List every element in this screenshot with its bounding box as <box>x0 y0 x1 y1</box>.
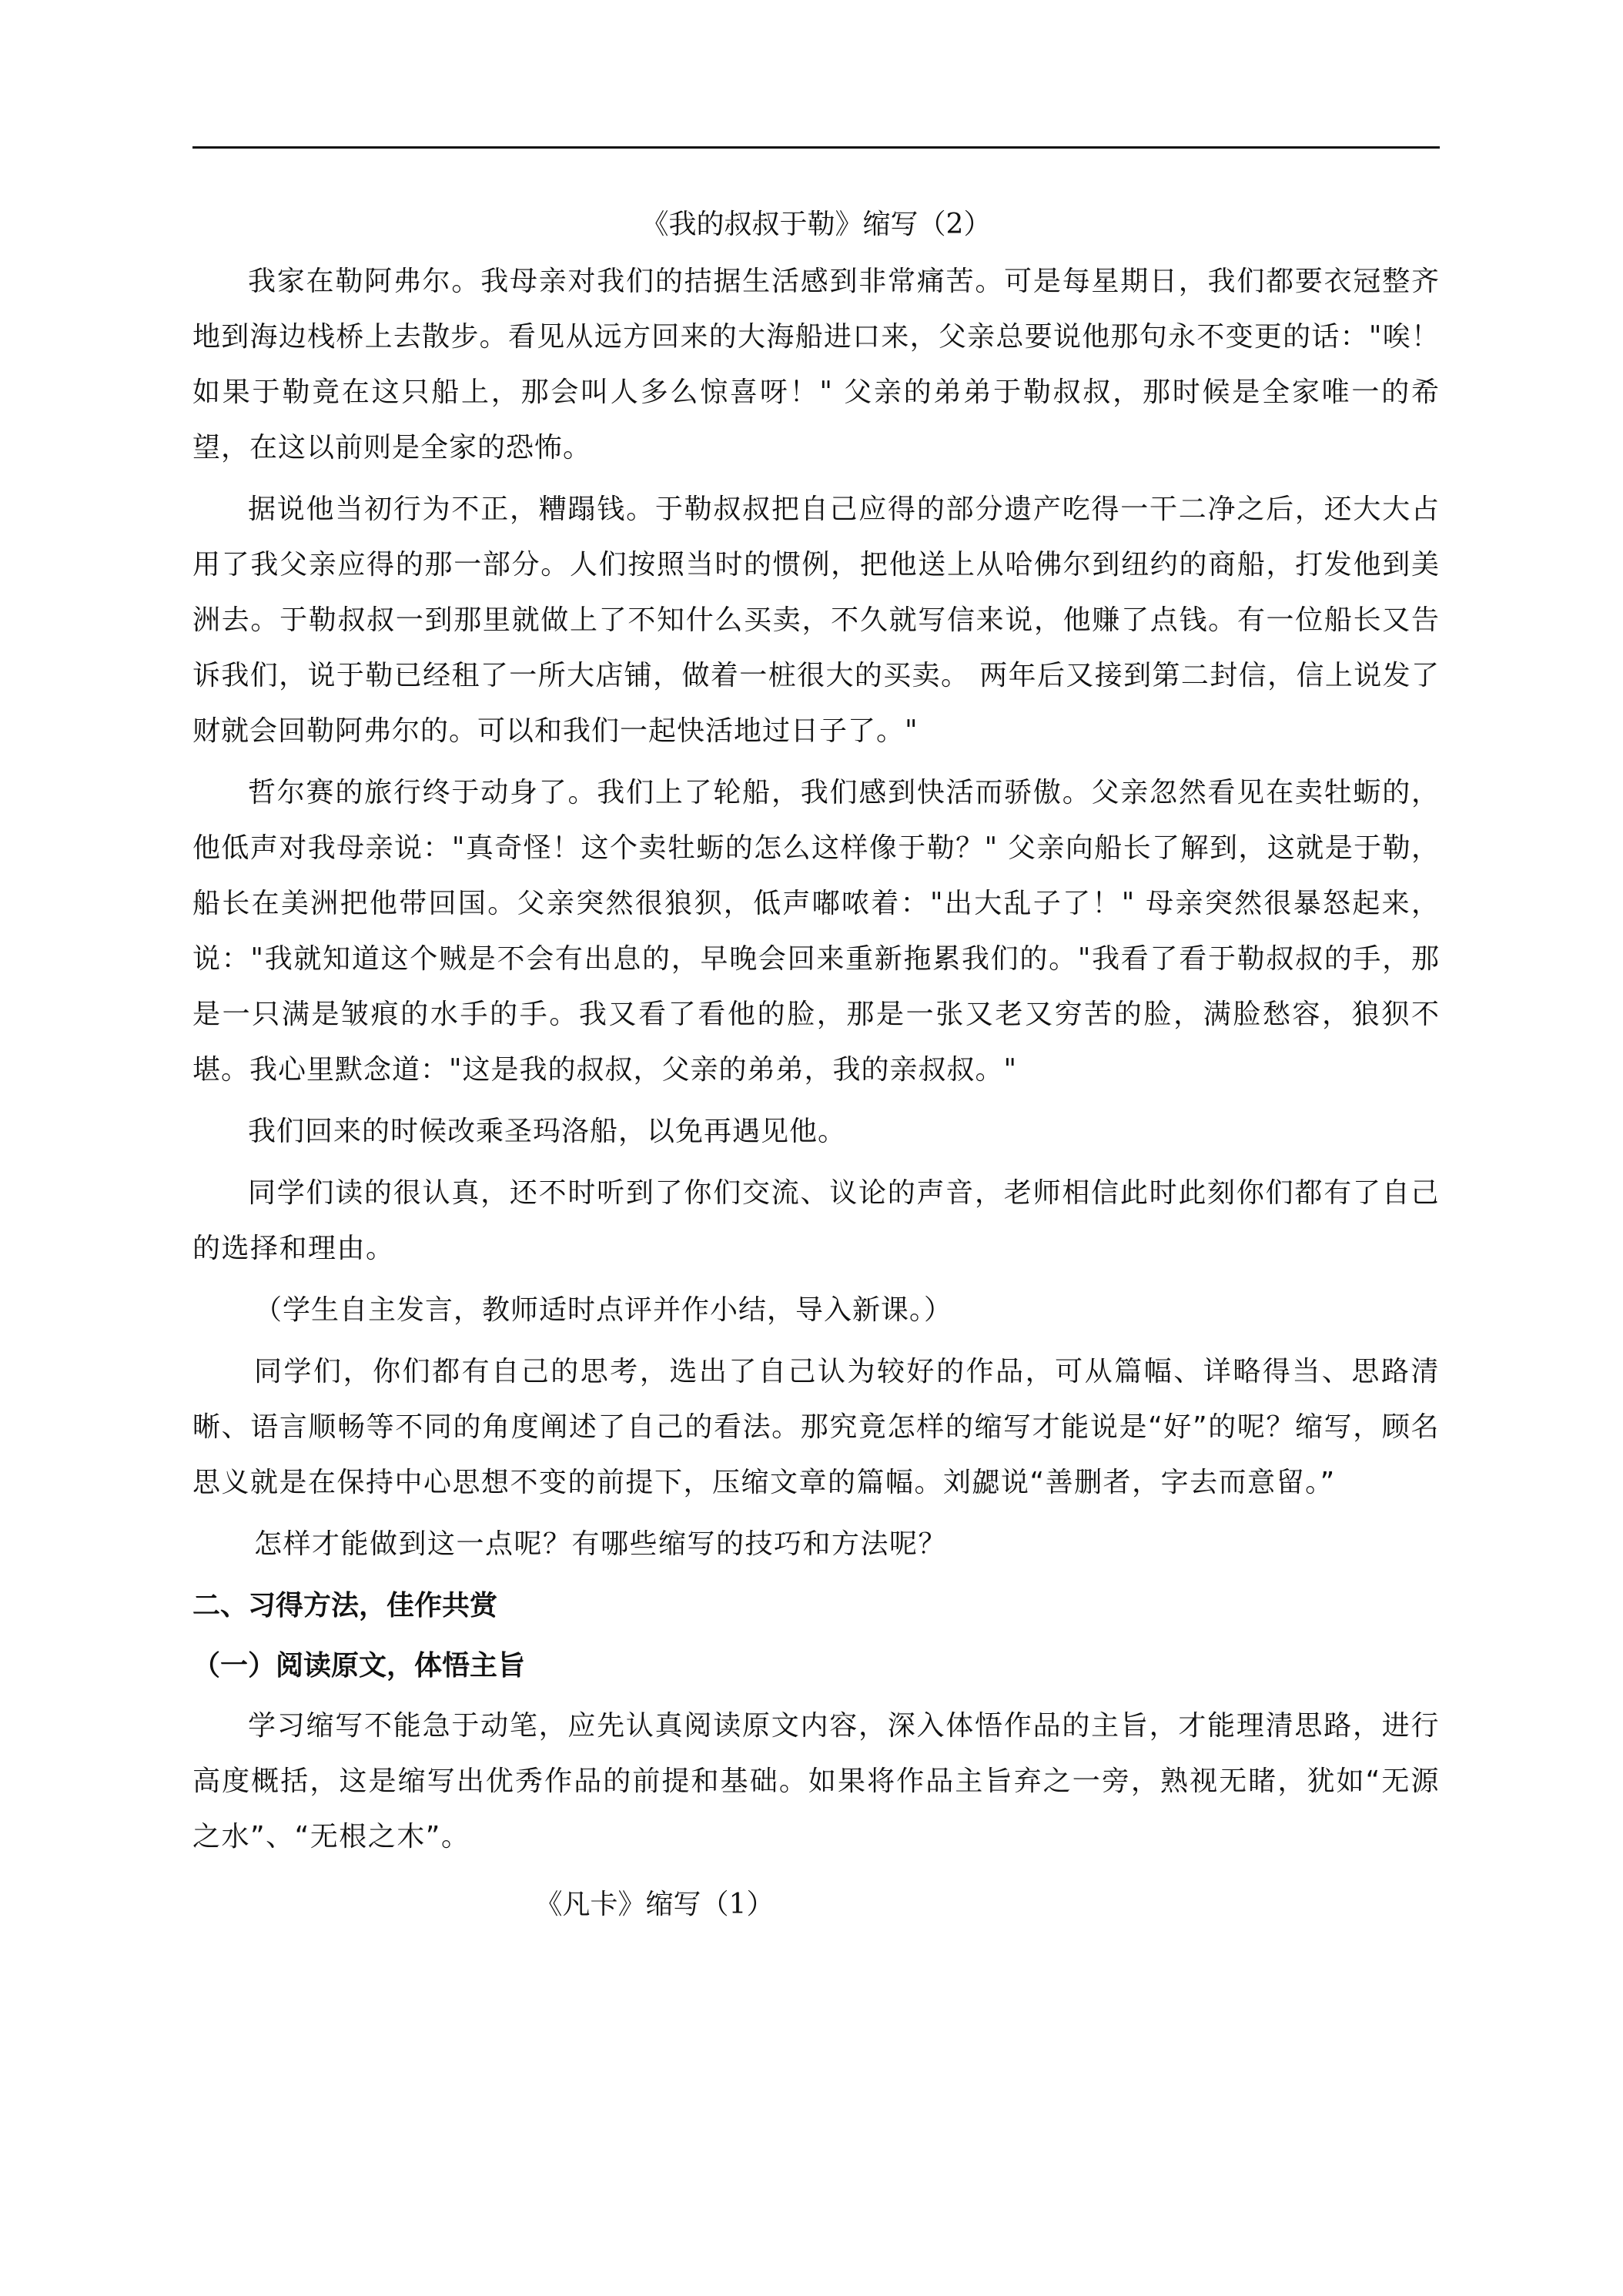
excerpt-paragraph: 我们回来的时候改乘圣玛洛船，以免再遇见他。 <box>248 1116 847 1147</box>
discussion-paragraph: 同学们，你们都有自己的思考，选出了自己认为较好的作品，可从篇幅、详略得当、思路清晰、语言顺畅等不同的角度阐述了自己的看法。那究竟怎样的缩写才能说是“好”的呢？缩写，顾名思义就是在保持中心思想不变的前提下，压缩文章的篇幅。刘勰说“善删者，字去而意留。” <box>192 1356 1440 1498</box>
excerpt-paragraph: 据说他当初行为不正，糟蹋钱。于勒叔叔把自己应得的部分遗产吃得一干二净之后，还大大占用了我父亲应得的那一部分。人们按照当时的惯例，把他送上从哈佛尔到纽约的商船，打发他到美洲去。于勒叔叔一到那里就做上了不知什么买卖，不久就写信来说，他赚了点钱。有一位船长又告诉我们，说于勒已经租了一所大店铺，做着一桩很大的买卖。 两年后又接到第二封信，信上说发了财就会回勒阿弗尔的。可以和我们一起快活地过日子了。" <box>192 494 1440 747</box>
excerpt-title: 《我的叔叔于勒》缩写（2） <box>641 209 992 240</box>
excerpt-paragraph: 哲尔赛的旅行终于动身了。我们上了轮船，我们感到快活而骄傲。父亲忽然看见在卖牡蛎的，他低声对我母亲说："真奇怪！这个卖牡蛎的怎么这样像于勒？" 父亲向船长了解到，这就是于勒，船长在美洲把他带回国。父亲突然很狼狈，低声嘟哝着："出大乱子了！" 母亲突然很暴怒起来，说："我就知道这个贼是不会有出息的，早晚会回来重新拖累我们的。"我看了看于勒叔叔的手，那是一只满是皱痕的水手的手。我又看了看他的脸，那是一张又老又穷苦的脸，满脸愁容，狼狈不堪。我心里默念道："这是我的叔叔，父亲的弟弟，我的亲叔叔。" <box>192 777 1440 1086</box>
classroom-note: （学生自主发言，教师适时点评并作小结，导入新课。） <box>254 1294 953 1326</box>
teacher-paragraph: 同学们读的很认真，还不时听到了你们交流、议论的声音，老师相信此时此刻你们都有了自己的选择和理由。 <box>192 1177 1440 1264</box>
method-paragraph: 学习缩写不能急于动笔，应先认真阅读原文内容，深入体悟作品的主旨，才能理清思路，进行高度概括，这是缩写出优秀作品的前提和基础。如果将作品主旨弃之一旁，熟视无睹，犹如“无源之水”、“无根之木”。 <box>192 1710 1440 1853</box>
discussion-paragraph: 怎样才能做到这一点呢？有哪些缩写的技巧和方法呢？ <box>254 1528 948 1560</box>
subsection-heading: （一）阅读原文，体悟主旨 <box>192 1650 526 1682</box>
header-rule <box>192 146 1440 149</box>
section-heading: 二、习得方法，佳作共赏 <box>192 1590 498 1622</box>
document-body <box>192 202 1440 1928</box>
next-excerpt-title: 《凡卡》缩写（1） <box>534 1889 775 1920</box>
excerpt-paragraph: 我家在勒阿弗尔。我母亲对我们的拮据生活感到非常痛苦。可是每星期日，我们都要衣冠整齐地到海边栈桥上去散步。看见从远方回来的大海船进口来，父亲总要说他那句永不变更的话："唉！如果于勒竟在这只船上，那会叫人多么惊喜呀！" 父亲的弟弟于勒叔叔，那时候是全家唯一的希望，在这以前则是全家的恐怖。 <box>192 266 1440 464</box>
